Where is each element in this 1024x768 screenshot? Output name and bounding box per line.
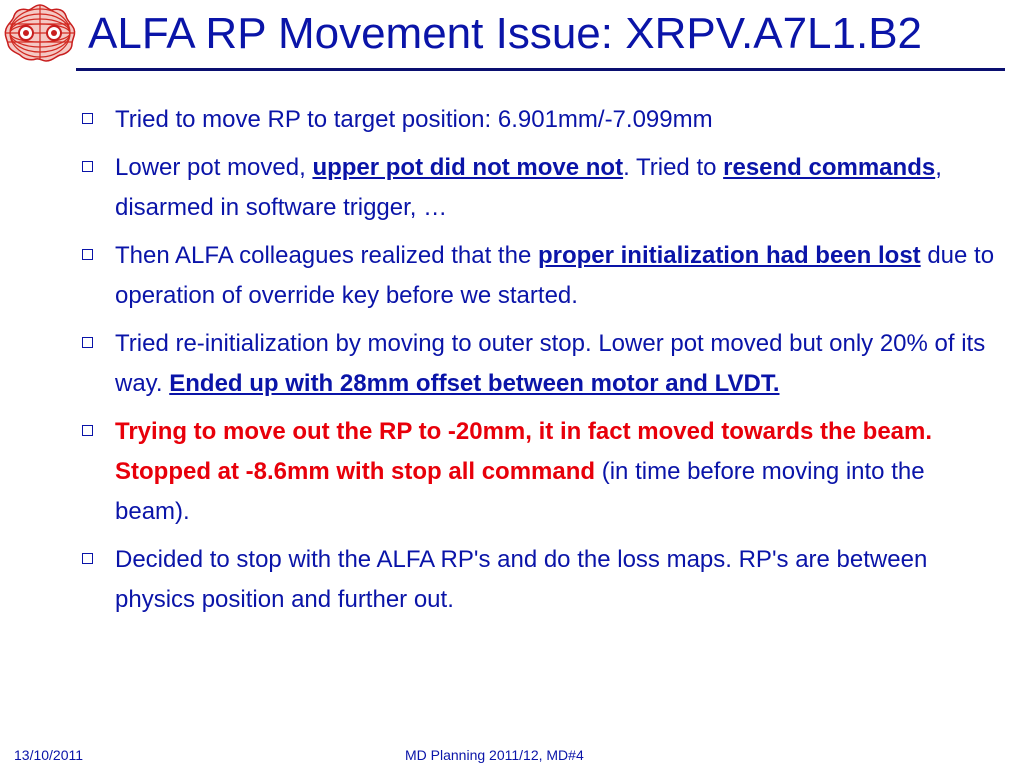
initialization-lost-link[interactable]: proper initialization had been lost	[537, 242, 921, 269]
bullet-text: Tried re-initialization by moving to outer stop. Lower pot moved but only 20% of its way.	[115, 330, 986, 397]
bullet-text: Then ALFA colleagues realized that the	[115, 242, 538, 269]
alert-text: Trying to move out the RP to -20mm, it in fact moved towards the beam. Stopped at -8.6mm with stop all command	[115, 418, 933, 485]
resend-commands-link[interactable]: resend commands	[723, 154, 936, 181]
bullet-text: . Tried to	[623, 154, 724, 181]
lhc-logo-icon	[2, 2, 78, 64]
bullet-text: Lower pot moved,	[115, 154, 313, 181]
slide-title: ALFA RP Movement Issue: XRPV.A7L1.B2	[88, 9, 923, 58]
offset-link[interactable]: Ended up with 28mm offset between motor and LVDT.	[169, 370, 780, 397]
bullet-list	[82, 100, 1002, 628]
title-divider	[76, 68, 1005, 71]
bullet-item	[82, 324, 1002, 404]
upper-pot-link[interactable]: upper pot did not move not	[312, 154, 624, 181]
bullet-item	[82, 100, 1002, 140]
square-bullet-icon	[82, 249, 93, 260]
bullet-item	[82, 236, 1002, 316]
square-bullet-icon	[82, 337, 93, 348]
bullet-item	[82, 412, 1002, 532]
bullet-text: Decided to stop with the ALFA RP's and do the loss maps. RP's are between physics position and further out.	[115, 546, 928, 613]
square-bullet-icon	[82, 161, 93, 172]
square-bullet-icon	[82, 113, 93, 124]
bullet-text: due to operation of override key before we started.	[115, 242, 995, 309]
bullet-item	[82, 148, 1002, 228]
square-bullet-icon	[82, 425, 93, 436]
bullet-text: , disarmed in software trigger, …	[115, 154, 942, 221]
footer-date: 13/10/2011	[14, 747, 84, 763]
bullet-item	[82, 540, 1002, 620]
bullet-text: (in time before moving into the beam).	[115, 458, 925, 525]
square-bullet-icon	[82, 553, 93, 564]
footer-title: MD Planning 2011/12, MD#4	[405, 747, 584, 763]
bullet-text: Tried to move RP to target position: 6.901mm/-7.099mm	[115, 106, 713, 133]
